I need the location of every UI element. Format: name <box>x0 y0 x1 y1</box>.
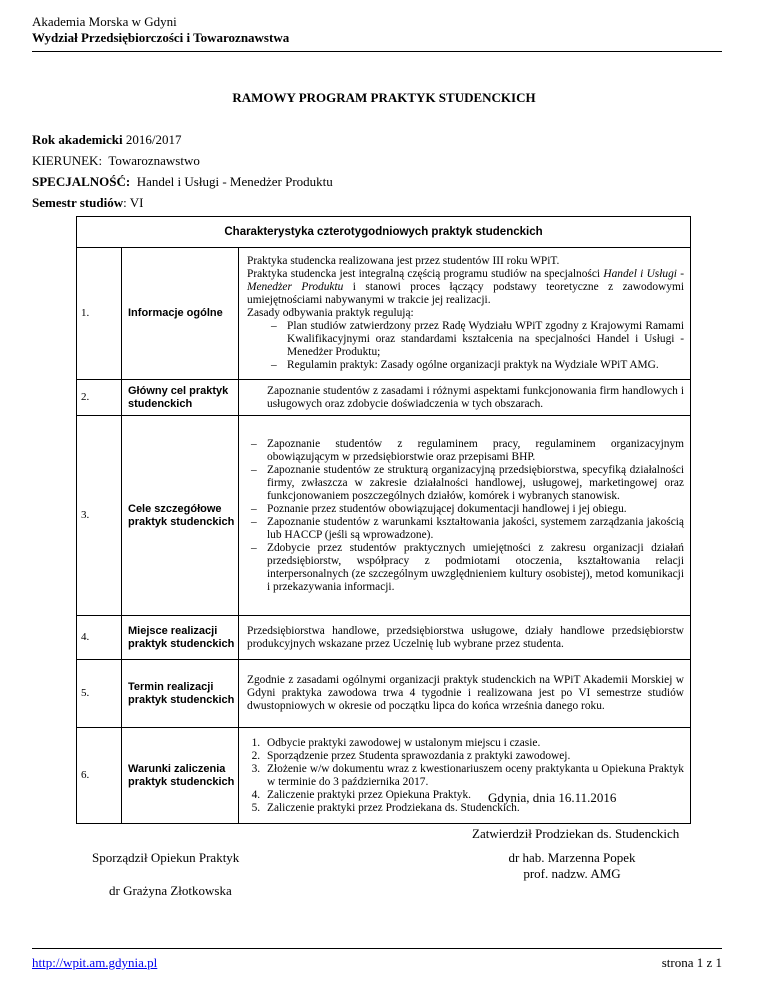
row-text: Praktyka studencka realizowana jest przez studentów III roku WPiT. <box>247 255 560 267</box>
university-name: Akademia Morska w Gdyni <box>32 14 177 29</box>
website-link[interactable]: http://wpit.am.gdynia.pl <box>32 955 158 970</box>
row-number: 4. <box>77 616 122 660</box>
specialty-label: SPECJALNOŚĆ: <box>32 174 131 189</box>
list-item: 3. Złożenie w/w dokumentu wraz z kwestionariuszem oceny praktykanta u Opiekuna Praktyk w terminie do 3 października 2017. <box>263 763 684 789</box>
academic-year-label: Rok akademicki <box>32 132 123 147</box>
list-item: – Zapoznanie studentów ze strukturą organizacyjną przedsiębiorstwa, specyfiką działalności firmy, zwłaszcza w zakresie działalności handlowej, usługowej, marketingowej oraz funkcjonowaniem poszczególnych działów, komórek i wybranych stanowisk. <box>267 464 684 503</box>
academic-year-value: 2016/2017 <box>125 132 182 147</box>
row-number: 3. <box>77 416 122 616</box>
list-item: 5. Zaliczenie praktyki przez Prodziekana ds. Studenckich. <box>263 802 684 815</box>
place-date: Gdynia, dnia 16.11.2016 <box>488 790 617 805</box>
page-number: strona 1 z 1 <box>661 955 722 970</box>
row-label: Warunki zaliczenia praktyk studenckich <box>122 728 239 824</box>
list-item: – Zapoznanie studentów z regulaminem pracy, regulaminem organizacyjnym obowiązującym w przedsiębiorstwie oraz przepisami BHP. <box>267 438 684 464</box>
table-row <box>77 616 691 660</box>
program-table <box>76 216 691 824</box>
row-number: 6. <box>77 728 122 824</box>
approver-signature <box>502 850 642 882</box>
list-item: 1. Odbycie praktyki zawodowej w ustalonym miejscu i czasie. <box>263 737 684 750</box>
list-item: – Zdobycie przez studentów praktycznych umiejętności z zakresu organizacji działań przedsiębiorstw, współpracy z podmiotami otoczenia, kształtowania relacji interpersonalnych (ze szczególnym uwzględnieniem kultury osobistej), metod komunikacji i przekazywania informacji. <box>267 542 684 594</box>
faculty-name: Wydział Przedsiębiorczości i Towaroznawstwa <box>32 30 290 45</box>
field-of-study-label: KIERUNEK <box>32 153 99 168</box>
row-description: Przedsiębiorstwa handlowe, przedsiębiorstwa usługowe, działy handlowe przedsiębiorstw produkcyjnych wskazane przez Uczelnię lub wybrane przez studenta. <box>239 616 691 660</box>
approval-text: Zatwierdził Prodziekan ds. Studenckich <box>472 826 680 841</box>
approver-name: dr hab. Marzenna Popek <box>508 850 636 865</box>
academic-year <box>32 132 182 148</box>
row-text: Praktyka studencka jest integralną częścią programu studiów na specjalności <box>247 268 601 280</box>
row-description <box>239 728 691 824</box>
row-label: Termin realizacji praktyk studenckich <box>122 660 239 728</box>
header-divider <box>32 51 722 52</box>
row-text-italic: Handel i Usługi - Menedżer Produktu <box>247 268 684 293</box>
page-header <box>32 14 722 46</box>
prepared-by-text: Sporządził Opiekun Praktyk <box>92 850 240 865</box>
row-text: Zasady odbywania praktyk regulują: <box>247 307 414 319</box>
table-row <box>77 248 691 380</box>
row-label: Główny cel praktyk studenckich <box>122 380 239 416</box>
list-item: 2. Sporządzenie przez Studenta sprawozdania z praktyki zawodowej. <box>263 750 684 763</box>
row-number: 5. <box>77 660 122 728</box>
table-row <box>77 728 691 824</box>
specialty-value: Handel i Usługi - Menedżer Produktu <box>136 174 333 189</box>
row-description <box>239 248 691 380</box>
specialty <box>32 174 333 190</box>
row-text: i stanowi proces łączący podstawy teoretyczne z zawodowymi umiejętnościami nabywanymi w trakcie jej realizacji. <box>247 281 684 306</box>
row-label: Informacje ogólne <box>122 248 239 380</box>
document-title: RAMOWY PROGRAM PRAKTYK STUDENCKICH <box>232 90 536 105</box>
row-number: 1. <box>77 248 122 380</box>
list-item: – Zapoznanie studentów z warunkami kształtowania jakości, systemem zarządzania jakością lub HACCP (jeśli są wprowadzone). <box>267 516 684 542</box>
row-label: Cele szczegółowe praktyk studenckich <box>122 416 239 616</box>
semester-label: Semestr studiów <box>32 195 124 210</box>
list-item: – Regulamin praktyk: Zasady ogólne organizacji praktyk na Wydziale WPiT AMG. <box>287 359 684 372</box>
semester-value: VI <box>129 195 144 210</box>
table-caption: Charakterystyka czterotygodniowych praktyk studenckich <box>77 217 691 248</box>
table-row <box>77 660 691 728</box>
row-description <box>239 416 691 616</box>
semester: Semestr studiów: VI <box>32 195 144 210</box>
row-description: Zgodnie z zasadami ogólnymi organizacji praktyk studenckich na WPiT Akademii Morskiej w Gdyni praktyka zawodowa trwa 4 tygodnie i realizowana jest po VI semestrze studiów dwustopniowych w okresie od początku lipca do końca września danego roku. <box>239 660 691 728</box>
preparer-name: dr Grażyna Złotkowska <box>109 883 232 898</box>
row-number: 2. <box>77 380 122 416</box>
field-of-study: KIERUNEK: Towaroznawstwo <box>32 153 200 168</box>
list-item: – Plan studiów zatwierdzony przez Radę Wydziału WPiT zgodny z Krajowymi Ramami Kwalifikacyjnymi oraz standardami kształcenia na specjalności Handel i Usługi - Menedżer Produktu; <box>287 320 684 359</box>
row-description: Zapoznanie studentów z zasadami i różnymi aspektami funkcjonowania firm handlowych i usługowych oraz zdobycie doświadczenia w tych obszarach. <box>239 380 691 416</box>
field-of-study-value: Towaroznawstwo <box>108 153 200 168</box>
table-row <box>77 416 691 616</box>
footer-divider <box>32 948 722 949</box>
table-row <box>77 380 691 416</box>
list-item: 4. Zaliczenie praktyki przez Opiekuna Praktyk. <box>263 789 684 802</box>
approver-title: prof. nadzw. AMG <box>523 866 621 881</box>
row-label: Miejsce realizacji praktyk studenckich <box>122 616 239 660</box>
list-item: – Poznanie przez studentów obowiązującej dokumentacji handlowej i jej obiegu. <box>267 503 684 516</box>
